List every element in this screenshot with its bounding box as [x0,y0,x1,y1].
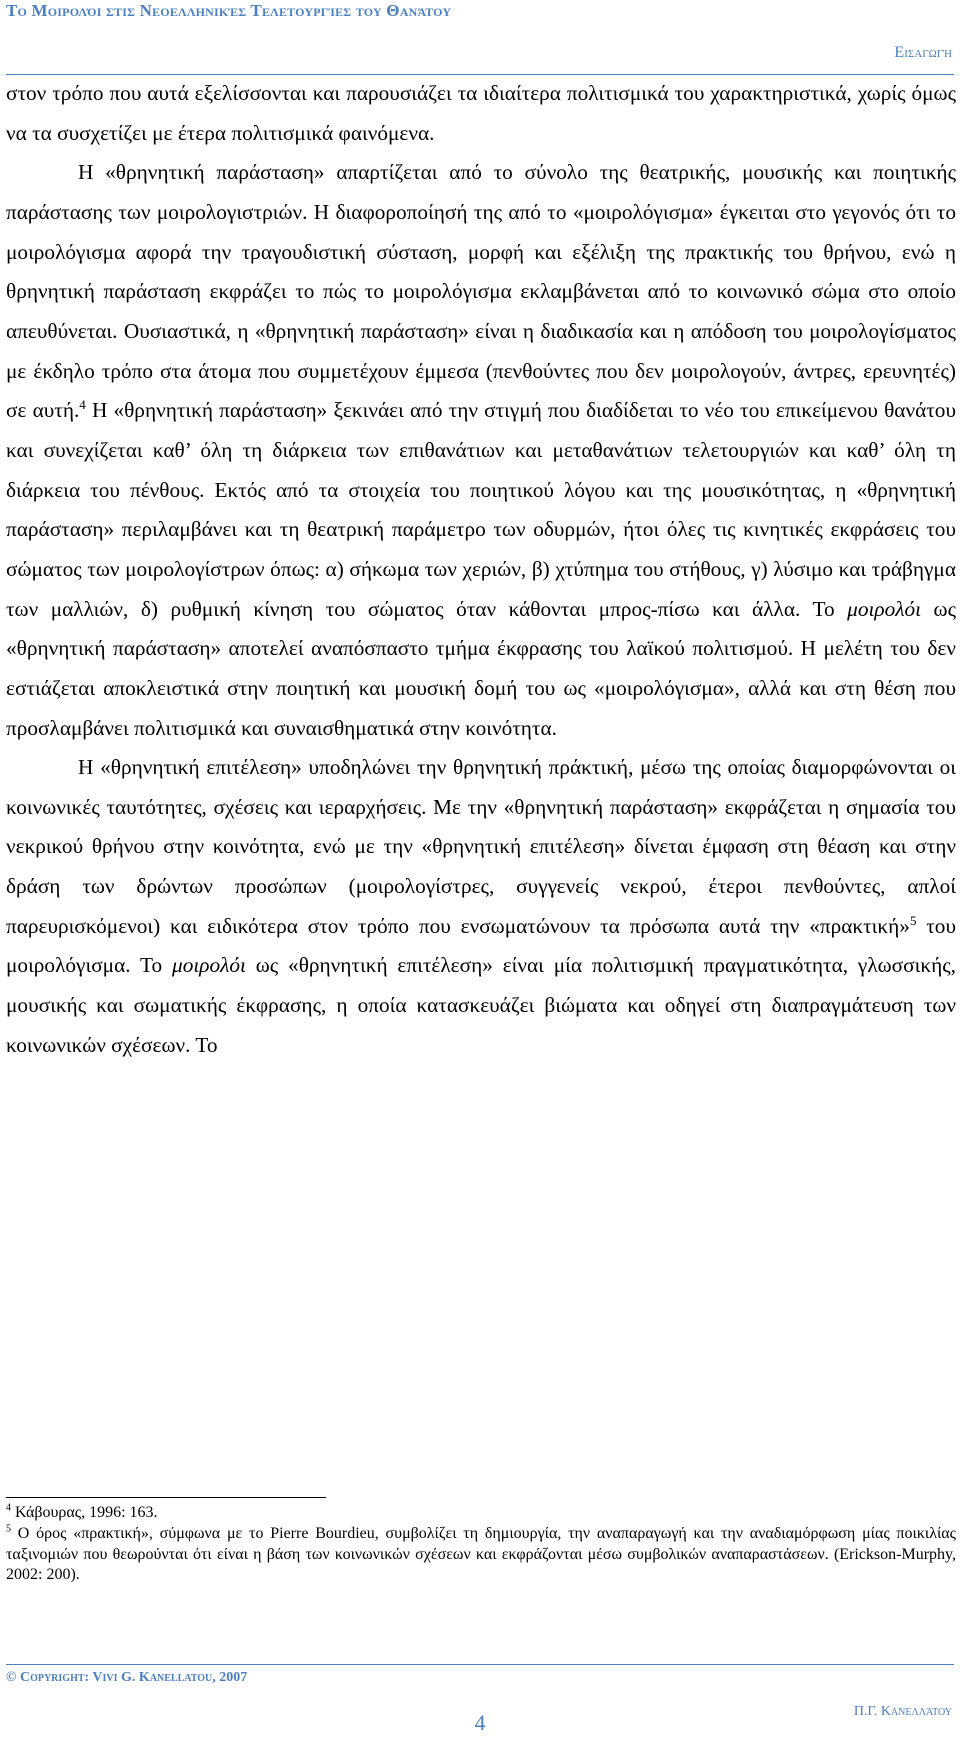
page-number: 4 [474,1710,486,1735]
paragraph-3-italic-term: μοιρολόι [172,953,246,978]
running-header-section: Εισαγωγή [894,44,952,61]
footnote-4-number: 4 [6,1502,11,1514]
paragraph-2-italic-term: μοιρολόι [847,596,922,621]
footnote-separator [6,1497,326,1498]
footer-divider [6,1664,954,1665]
footer-author: Π.Γ. Κανελλάτου [853,1704,952,1719]
footnote-4 [6,1503,956,1524]
main-body-text [6,74,956,1065]
footnotes [6,1503,956,1586]
paragraph-3-part-a: Η «θρηνητική επιτέλεση» υποδηλώνει την θρηνητική πράκτική, μέσω της οποίας διαμορφώνονται οι κοινωνικές ταυτότητες, σχέσεις και ιεραρχήσεις. Με την «θρηνητική παράσταση» εκφράζεται η σημασία του νεκρικού θρήνου στην κοινότητα, ενώ με την «θρηνητική επιτέλεση» δίνεται έμφαση στη θέαση και στην δράση των δρώντων προσώπων (μοιρολογίστρες, συγγενείς νεκρού, έτεροι πενθούντες, απλοί παρευρισκόμενοι) και ειδικότερα στον τρόπο που ενσωματώνουν τα πρόσωπα αυτά την «πρακτική» [6,755,956,938]
footnote-5-number: 5 [6,1523,11,1535]
footnote-5 [6,1524,956,1586]
footnote-4-text: Κάβουρας, 1996: 163. [11,1504,158,1521]
paragraph-3 [6,748,956,1065]
paragraph-2 [6,153,956,748]
running-header-title: Το Μοιρολόι στις Νεοελληνικές Τελετουργίες του Θανάτου [6,1,452,20]
footnote-5-text: Ο όρος «πρακτική», σύμφωνα με το Pierre Bourdieu, συμβολίζει τη δημιουργία, την αναπαραγωγή και την αναδιαμόρφωση μίας ποικιλίας ταξινομιών που θεωρούνται ότι είναι η βάση των κοινωνικών σχέσεων και εκφράζονται μέσω συμβολικών αναπαραστάσεων. (Erickson-Murphy, 2002: 200). [6,1524,956,1584]
paragraph-1 [6,74,956,153]
footnote-ref-5[interactable]: 5 [909,912,917,928]
paragraph-3-part-b: του μοιρολόγισμα. Το [6,913,956,978]
paragraph-2-part-a: Η «θρηνητική παράσταση» απαρτίζεται από το σύνολο της θεατρικής, μουσικής και ποιητικής παράστασης των μοιρολογιστριών. Η διαφοροποίησή της από το «μοιρολόγισμα» έγκειται στο γεγονός ότι το μοιρολόγισμα αφορά την τραγουδιστική σύσταση, μορφή και εξέλιξη της πρακτικής του θρήνου, ενώ η θρηνητική παράσταση εκφράζει το πώς το μοιρολόγισμα εκλαμβάνεται από το κοινωνικό σώμα στο οποίο απευθύνεται. Ουσιαστικά, η «θρηνητική παράσταση» είναι η διαδικασία και η απόδοση του μοιρολογίσματος με έκδηλο τρόπο στα άτομα που συμμετέχουν έμμεσα (πενθούντες που δεν μοιρολογούν, άντρες, ερευνητές) σε αυτή. [6,160,956,423]
paragraph-3-part-c: ως «θρηνητική επιτέλεση» είναι μία πολιτισμική πραγματικότητα, γλωσσικής, μουσικής και σωματικής έκφρασης, η οποία κατασκευάζει βιώματα και οδηγεί στη διαπραγμάτευση των κοινωνικών σχέσεων. Το [6,953,956,1057]
footer-copyright: © Copyright: Vivi G. Kanellatou, 2007 [6,1670,248,1685]
paragraph-2-part-b: Η «θρηνητική παράσταση» ξεκινάει από την στιγμή που διαδίδεται το νέο του επικείμενου θανάτου και συνεχίζεται καθ’ όλη τη διάρκεια των επιθανάτιων και μεταθανάτιων τελετουργιών και καθ’ όλη τη διάρκεια του πένθους. Εκτός από τα στοιχεία του ποιητικού λόγου και της μουσικότητας, η «θρηνητική παράσταση» περιλαμβάνει και τη θεατρική παράμετρο των οδυρμών, ήτοι όλες τις κινητικές εκφράσεις του σώματος των μοιρολογίστρων όπως: α) σήκωμα των χεριών, β) χτύπημα του στήθους, γ) λύσιμο και τράβηγμα των μαλλιών, δ) ρυθμική κίνηση του σώματος όταν κάθονται μπρος-πίσω και άλλα. Το [6,398,956,621]
footnote-ref-4[interactable]: 4 [79,397,86,413]
paragraph-2-part-c: ως «θρηνητική παράσταση» αποτελεί αναπόσπαστο τμήμα έκφρασης του λαϊκού πολιτισμού. Η μελέτη του δεν εστιάζεται αποκλειστικά στην ποιητική και μουσική δομή του ως «μοιρολόγισμα», αλλά και στη θέση που προσλαμβάνει πολιτισμικά και συναισθηματικά στην κοινότητα. [6,596,956,740]
paragraph-1-text: στον τρόπο που αυτά εξελίσσονται και παρουσιάζει τα ιδιαίτερα πολιτισμικά του χαρακτηριστικά, χωρίς όμως να τα συσχετίζει με έτερα πολιτισμικά φαινόμενα. [6,81,956,145]
